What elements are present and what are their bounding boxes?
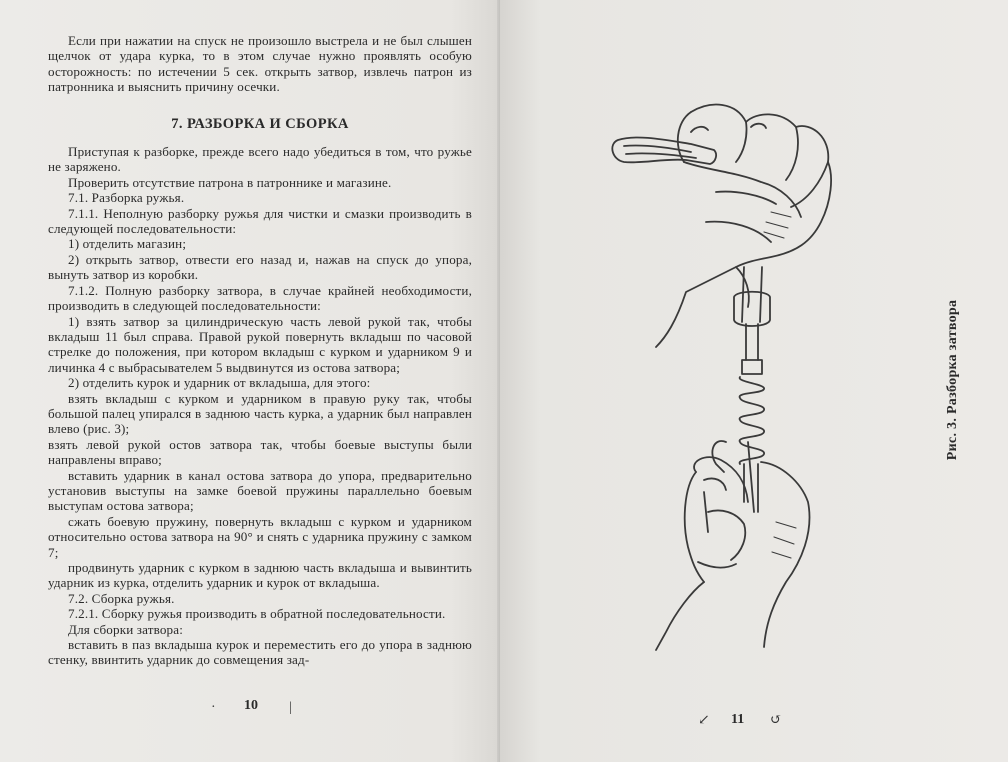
- paragraph: 2) открыть затвор, отвести его назад и, нажав на спуск до упора, вынуть затвор из коробки.: [48, 251, 472, 283]
- bolt-disassembly-illustration: [596, 92, 836, 652]
- paragraph: 1) взять затвор за цилиндрическую часть левой рукой так, чтобы вкладыш 11 был справа. Правой рукой повернуть вкладыш по часовой стрелке до положения, при котором вкладыш с курком и ударником 9 и личинка 4 с выбрасывателем 5 выдвинутся из остова затвора;: [48, 313, 472, 375]
- paragraph: 7.1. Разборка ружья.: [68, 190, 185, 206]
- paragraph: Проверить отсутствие патрона в патроннике и магазине.: [68, 174, 392, 190]
- paragraph: Приступая к разборке, прежде всего надо убедиться в том, что ружье не заряжено.: [48, 144, 472, 175]
- paragraph: 1) отделить магазин;: [68, 236, 187, 252]
- margin-dot: ·: [211, 700, 216, 715]
- paragraph: взять левой рукой остов затвора так, чтобы боевые выступы были направлены вправо;: [48, 436, 472, 468]
- left-page: [0, 0, 500, 762]
- margin-arrow-left: ↙: [698, 713, 710, 728]
- paragraph: продвинуть ударник с курком в заднюю часть вкладыша и вывинтить ударник из курка, отделить ударник и курок от вкладыша.: [48, 560, 472, 591]
- margin-arrow-right: ↺: [770, 713, 782, 728]
- intro-paragraph: Если при нажатии на спуск не произошло выстрела и не был слышен щелчок от удара курка, то в этом случае нужно проявлять особую осторожность: по истечении 5 сек. открыть затвор, извлечь патрон из патронника и выяснить причину осечки.: [48, 33, 472, 95]
- paragraph: вставить в паз вкладыша курок и переместить его до упора в заднюю стенку, ввинтить ударник до совмещения зад-: [48, 637, 472, 668]
- page-number-right: 11: [731, 712, 745, 727]
- page-number-left: 10: [244, 698, 258, 713]
- paragraph: 7.1.2. Полную разборку затвора, в случае крайней необходимости, производить в следующей последовательности:: [48, 282, 472, 314]
- paragraph: взять вкладыш с курком и ударником в правую руку так, чтобы большой палец упирался в заднюю часть курка, а ударник был направлен влево (рис. 3);: [48, 390, 472, 437]
- figure-caption: Рис. 3. Разборка затвора: [945, 299, 960, 461]
- margin-tick: |: [289, 700, 292, 715]
- paragraph: вставить ударник в канал остова затвора до упора, предварительно установив выступы на замке боевой пружины параллельно боевым выступам остова затвора;: [48, 467, 472, 514]
- paragraph: сжать боевую пружину, повернуть вкладыш с курком и ударником относительно остова затвора на 90° и снять с ударника пружину с замком 7;: [48, 513, 472, 560]
- section-heading: 7. РАЗБОРКА И СБОРКА: [171, 115, 349, 132]
- left-page-text: [48, 33, 472, 668]
- paragraph: 7.2.1. Сборку ружья производить в обратной последовательности.: [68, 606, 446, 622]
- paragraph: 7.2. Сборка ружья.: [68, 590, 175, 606]
- paragraph: Для сборки затвора:: [68, 621, 183, 637]
- paragraph: 2) отделить курок и ударник от вкладыша, для этого:: [68, 375, 371, 391]
- paragraph: 7.1.1. Неполную разборку ружья для чистки и смазки производить в следующей последовательности:: [48, 205, 472, 237]
